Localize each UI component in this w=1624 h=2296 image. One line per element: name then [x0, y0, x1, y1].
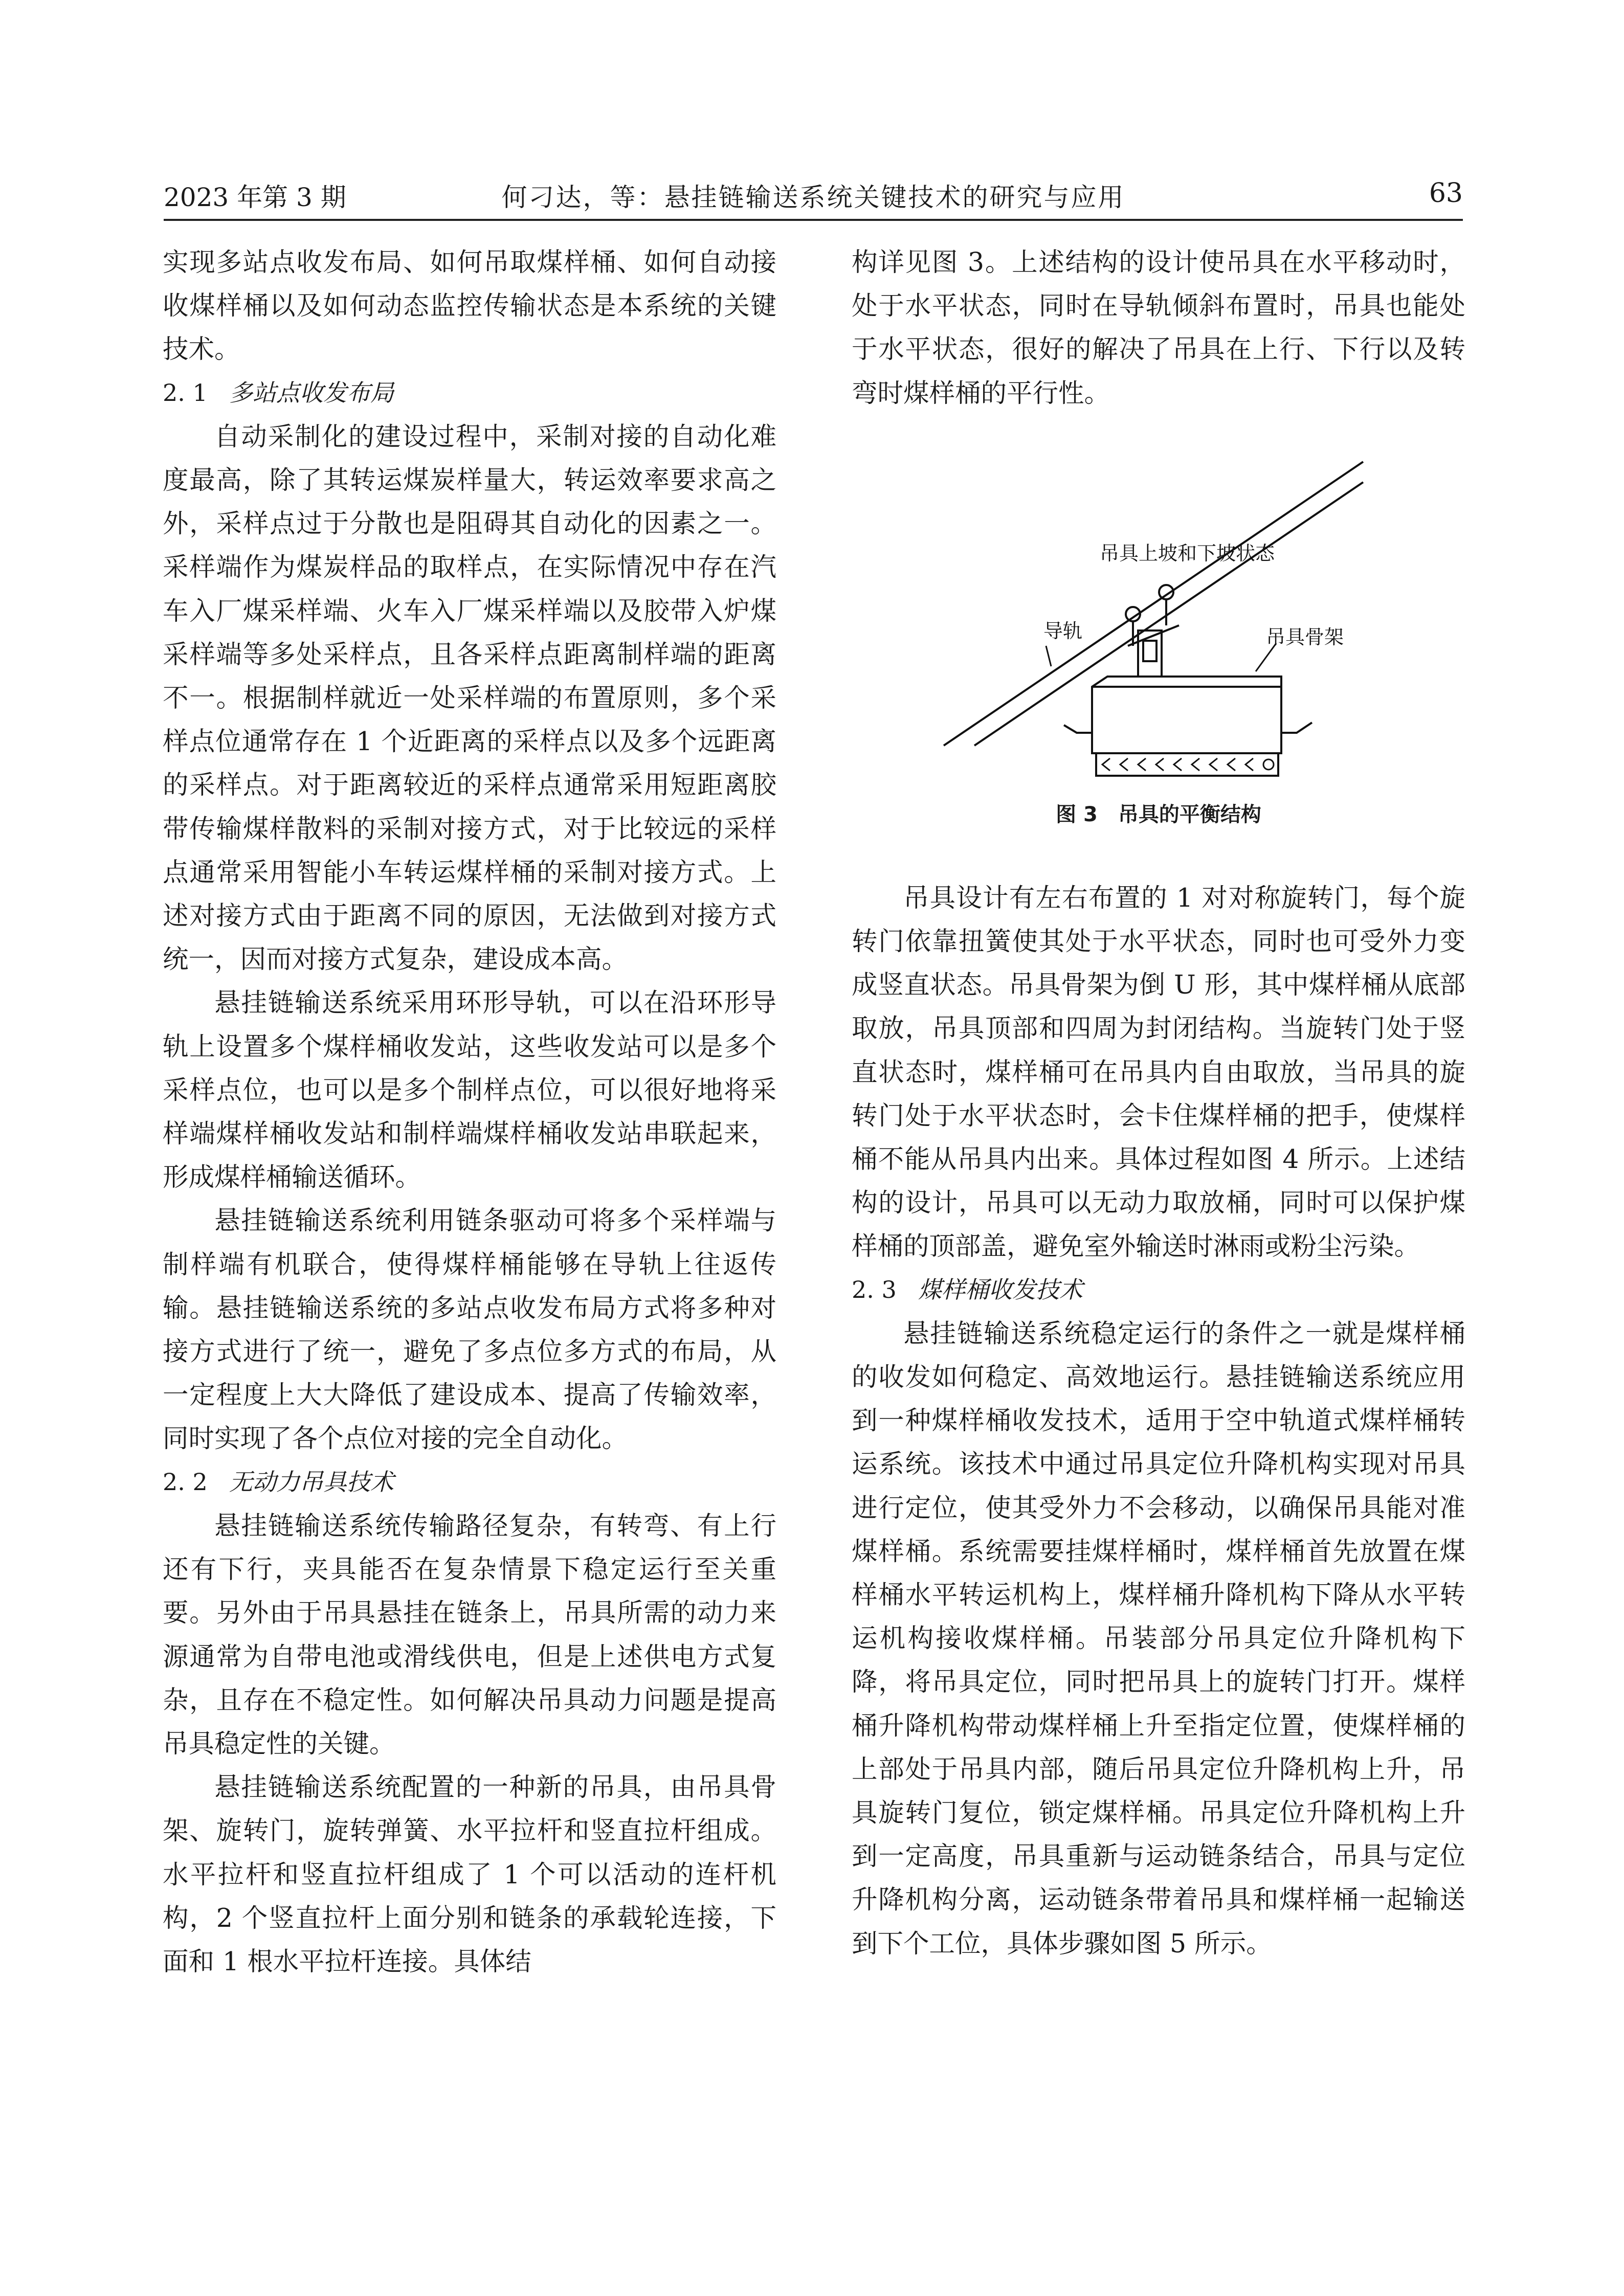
hanger-balance-diagram: [852, 426, 1465, 794]
section-heading-2-3: [852, 1268, 1465, 1312]
journal-issue: 2023 年第 3 期: [164, 183, 346, 212]
figure-caption-text: 吊具的平衡结构: [1118, 802, 1261, 826]
paragraph: 悬挂链输送系统利用链条驱动可将多个采样端与制样端有机联合，使得煤样桶能够在导轨上往返传输。悬挂链输送系统的多站点收发布局方式将多种对接方式进行了统一，避免了多点位多方式的布局，从一定程度上大大降低了建设成本、提高了传输效率，同时实现了各个点位对接的完全自动化。: [163, 1205, 776, 1454]
rail-upper-line: [974, 482, 1363, 746]
running-header: [164, 173, 1463, 221]
figure-number: 图 3: [1056, 802, 1098, 826]
left-column: [163, 240, 776, 1983]
chevron-arrows: [1102, 758, 1274, 771]
section-number: 2. 2: [163, 1468, 208, 1496]
section-title: 无动力吊具技术: [229, 1468, 394, 1496]
figure-label-frame: 吊具骨架: [1266, 625, 1344, 648]
figure-label-state: 吊具上坡和下坡状态: [1100, 542, 1275, 565]
paragraph: 实现多站点收发布局、如何吊取煤样桶、如何自动接收煤样桶以及如何动态监控传输状态是本系统的关键技术。: [163, 247, 776, 365]
paragraph: 吊具设计有左右布置的 1 对对称旋转门，每个旋转门依靠扭簧使其处于水平状态，同时也可受外力变成竖直状态。吊具骨架为倒 U 形，其中煤样桶从底部取放，吊具顶部和四周为封闭结构。当旋转门处于竖直状态时，煤样桶可在吊具内自由取放，当吊具的旋转门处于水平状态时，会卡住煤样桶的把手，使煤样桶不能从吊具内出来。具体过程如图 4 所示。上述结构的设计，吊具可以无动力取放桶，同时可以保护煤样桶的顶部盖，避免室外输送时淋雨或粉尘污染。: [852, 882, 1465, 1262]
figure-label-rail: 导轨: [1043, 619, 1083, 642]
section-title: 多站点收发布局: [229, 378, 394, 407]
section-number: 2. 3: [852, 1275, 897, 1303]
right-column: [852, 240, 1465, 1965]
hanger-post-window: [1143, 641, 1156, 661]
rail-lower-line: [944, 462, 1363, 746]
paragraph: 构详见图 3。上述结构的设计使吊具在水平移动时，处于水平状态，同时在导轨倾斜布置时，吊具也能处于水平状态，很好的解决了吊具在上行、下行以及转弯时煤样桶的平行性。: [852, 247, 1465, 408]
bottom-strip: [1096, 753, 1278, 776]
hanger-frame: [1092, 677, 1281, 753]
paragraph: 悬挂链输送系统采用环形导轨，可以在沿环形导轨上设置多个煤样桶收发站，这些收发站可以是多个采样点位，也可以是多个制样点位，可以很好地将采样端煤样桶收发站和制样端煤样桶收发站串联起来，形成煤样桶输送循环。: [163, 987, 776, 1192]
section-number: 2. 1: [163, 378, 208, 407]
running-title: 何刁达，等：悬挂链输送系统关键技术的研究与应用: [501, 183, 1125, 212]
page-number: 63: [1429, 178, 1463, 209]
section-heading-2-1: [163, 371, 776, 415]
paragraph: 悬挂链输送系统传输路径复杂，有转弯、有上行还有下行，夹具能否在复杂情景下稳定运行至关重要。另外由于吊具悬挂在链条上，吊具所需的动力来源通常为自带电池或滑线供电，但是上述供电方式复杂，且存在不稳定性。如何解决吊具动力问题是提高吊具稳定性的关键。: [163, 1510, 776, 1759]
paragraph: 自动采制化的建设过程中，采制对接的自动化难度最高，除了其转运煤炭样量大，转运效率要求高之外，采样点过于分散也是阻碍其自动化的因素之一。采样端作为煤炭样品的取样点，在实际情况中存在汽车入厂煤采样端、火车入厂煤采样端以及胶带入炉煤采样端等多处采样点，且各采样点距离制样端的距离不一。根据制样就近一处采样端的布置原则，多个采样点位通常存在 1 个近距离的采样点以及多个远距离的采样点。对于距离较近的采样点通常采用短距离胶带传输煤样散料的采制对接方式，对于比较远的采样点通常采用智能小车转运煤样桶的采制对接方式。上述对接方式由于距离不同的原因，无法做到对接方式统一，因而对接方式复杂，建设成本高。: [163, 421, 776, 975]
figure-3: [852, 426, 1465, 845]
left-rotating-door: [1064, 725, 1092, 733]
figure-caption: [852, 798, 1465, 827]
section-heading-2-2: [163, 1460, 776, 1504]
section-title: 煤样桶收发技术: [918, 1275, 1083, 1303]
paragraph: 悬挂链输送系统配置的一种新的吊具，由吊具骨架、旋转门，旋转弹簧、水平拉杆和竖直拉杆组成。水平拉杆和竖直拉杆组成了 1 个可以活动的连杆机构，2 个竖直拉杆上面分别和链条的承载轮连接，下面和 1 根水平拉杆连接。具体结: [163, 1772, 776, 1976]
right-rotating-door: [1281, 723, 1312, 733]
paragraph: 悬挂链输送系统稳定运行的条件之一就是煤样桶的收发如何稳定、高效地运行。悬挂链输送系统应用到一种煤样桶收发技术，适用于空中轨道式煤样桶转运系统。该技术中通过吊具定位升降机构实现对吊具进行定位，使其受外力不会移动，以确保吊具能对准煤样桶。系统需要挂煤样桶时，煤样桶首先放置在煤样桶水平转运机构上，煤样桶升降机构下降从水平转运机构接收煤样桶。吊装部分吊具定位升降机构下降，将吊具定位，同时把吊具上的旋转门打开。煤样桶升降机构带动煤样桶上升至指定位置，使煤样桶的上部处于吊具内部，随后吊具定位升降机构上升，吊具旋转门复位，锁定煤样桶。吊具定位升降机构上升到一定高度，吊具重新与运动链条结合，吊具与定位升降机构分离，运动链条带着吊具和煤样桶一起输送到下个工位，具体步骤如图 5 所示。: [852, 1318, 1465, 1959]
